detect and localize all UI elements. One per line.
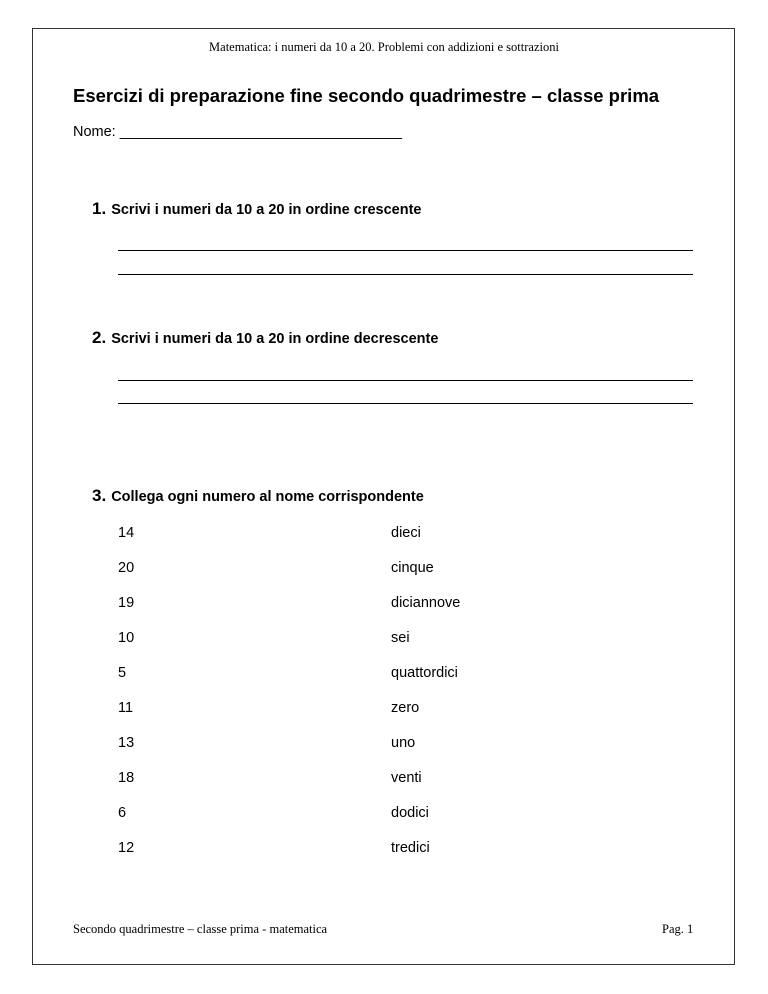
name-field [73, 124, 402, 140]
match-name: tredici [391, 840, 430, 856]
page-header: Matematica: i numeri da 10 a 20. Problemi con addizioni e sottrazioni [209, 40, 559, 54]
match-name: cinque [391, 560, 434, 576]
page-title: Esercizi di preparazione fine secondo quadrimestre – classe prima [73, 85, 660, 106]
question-3 [92, 486, 424, 506]
match-number: 13 [118, 735, 135, 751]
match-name: zero [391, 700, 420, 716]
match-name: diciannove [391, 595, 461, 611]
match-name: dodici [391, 805, 429, 821]
question-number: 1. [92, 199, 107, 218]
match-name: quattordici [391, 665, 458, 681]
footer-left: Secondo quadrimestre – classe prima - matematica [73, 922, 328, 936]
question-number: 3. [92, 486, 107, 505]
question-text: Scrivi i numeri da 10 a 20 in ordine crescente [111, 202, 422, 218]
match-number: 6 [118, 805, 127, 821]
answer-line [118, 250, 693, 251]
answer-line [118, 380, 693, 381]
question-text: Collega ogni numero al nome corrispondente [111, 489, 424, 505]
match-number: 11 [118, 700, 134, 716]
question-1 [92, 199, 421, 219]
page-number: Pag. 1 [662, 922, 694, 936]
name-blank-line: ___________________________________ [119, 124, 402, 140]
match-name: dieci [391, 525, 421, 541]
name-label: Nome: [73, 124, 116, 140]
question-number: 2. [92, 328, 107, 347]
match-number: 10 [118, 630, 135, 646]
answer-line [118, 274, 693, 275]
question-text: Scrivi i numeri da 10 a 20 in ordine decrescente [111, 331, 439, 347]
match-number: 18 [118, 770, 135, 786]
match-name: sei [391, 630, 410, 646]
match-number: 12 [118, 840, 135, 856]
match-name: venti [391, 770, 422, 786]
match-number: 5 [118, 665, 127, 681]
match-number: 19 [118, 595, 135, 611]
match-number: 20 [118, 560, 135, 576]
answer-line [118, 403, 693, 404]
match-number: 14 [118, 525, 135, 541]
match-name: uno [391, 735, 416, 751]
question-2 [92, 328, 438, 348]
